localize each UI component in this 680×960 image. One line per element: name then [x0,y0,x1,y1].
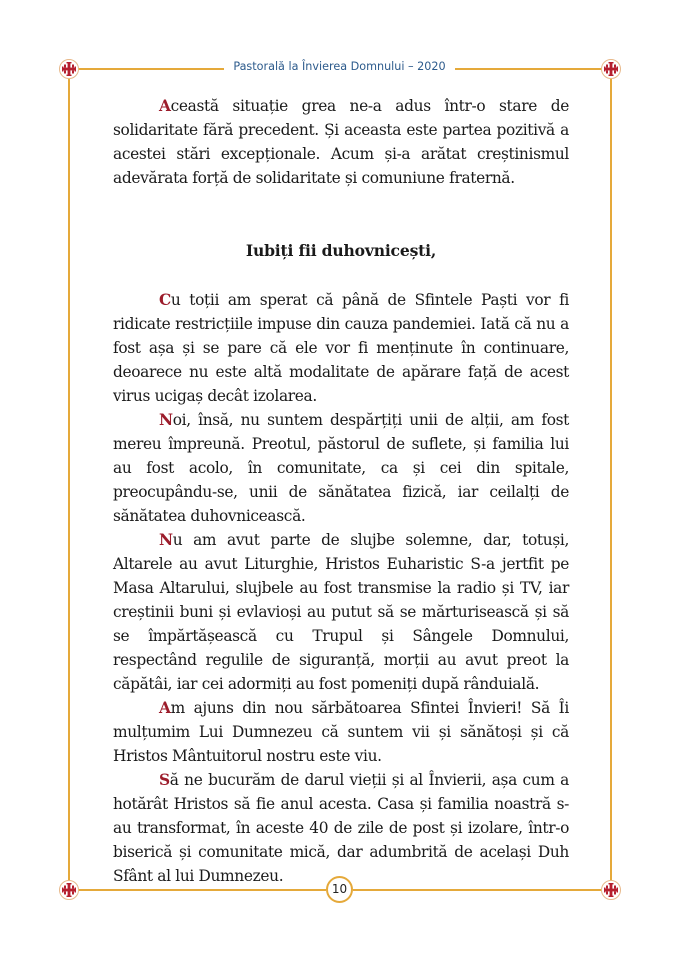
cross-emblem-icon [59,59,79,79]
paragraph-text: ceastă situație grea ne-a adus într-o stare de solidaritate fără precedent. Și aceasta este partea pozitivă a acestei stări excepționale. Acum și-a arătat creștinismul adevărata forță de solidaritate și comuniune fraternă. [113,97,569,187]
initial-letter: S [159,771,170,789]
cross-emblem-icon [59,880,79,900]
frame-line-left [68,70,70,890]
initial-letter: N [159,411,173,429]
salutation-heading: Iubiți fii duhovnicești, [245,241,437,260]
cross-emblem-icon [601,880,621,900]
initial-letter: N [159,531,173,549]
frame-line-bottom-right [353,889,611,891]
frame-line-top-left [70,68,224,70]
paragraph [113,696,569,768]
frame-line-right [610,70,612,890]
page-number: 10 [326,876,353,903]
initial-letter: A [159,699,171,717]
paragraph [113,528,569,696]
paragraph [113,768,569,888]
frame-line-bottom-left [70,889,326,891]
paragraph [113,94,569,190]
frame-line-top-right [455,68,611,70]
cross-emblem-icon [601,59,621,79]
page-body [113,94,569,888]
paragraph [113,288,569,408]
initial-letter: C [159,291,171,309]
running-header: Pastorală la Învierea Domnului – 2020 [233,60,446,73]
paragraph-text: m ajuns din nou sărbătoarea Sfintei Învieri! Să Îi mulțumim Lui Dumnezeu că suntem vii și sănătoși și că Hristos Mântuitorul nostru este viu. [113,699,569,765]
paragraph-text: u toții am sperat că până de Sfintele Paști vor fi ridicate restricțiile impuse din cauza pandemiei. Iată că nu a fost așa și se pare că ele vor fi menținute în continuare, deoarece nu este altă modalitate de apărare față de acest virus ucigaș decât izolarea. [113,291,569,405]
paragraph-text: u am avut parte de slujbe solemne, dar, totuși, Altarele au avut Liturghie, Hristos Euharistic S-a jertfit pe Masa Altarului, slujbele au fost transmise la radio și TV, iar creștinii buni și evlavioși au putut să se mărturisească și să se împărtășească cu Trupul și Sângele Domnului, respectând regulile de siguranță, morții au avut preot la căpătâi, iar cei adormiți au fost pomeniți după rânduială. [113,531,569,693]
paragraph [113,408,569,528]
initial-letter: A [159,97,171,115]
paragraph-text: ă ne bucurăm de darul vieții și al Învierii, așa cum a hotărât Hristos să fie anul acesta. Casa și familia noastră s-au transformat, în aceste 40 de zile de post și izolare, într-o biserică și comunitate mică, dar adumbrită de același Duh Sfânt al lui Dumnezeu. [113,771,569,885]
paragraph-text: oi, însă, nu suntem despărțiți unii de alții, am fost mereu împreună. Preotul, păstorul de suflete, și familia lui au fost acolo, în comunitate, ca și cei din spitale, preocupându-se, unii de sănătatea fizică, iar ceilalți de sănătatea duhovnicească. [113,411,569,525]
